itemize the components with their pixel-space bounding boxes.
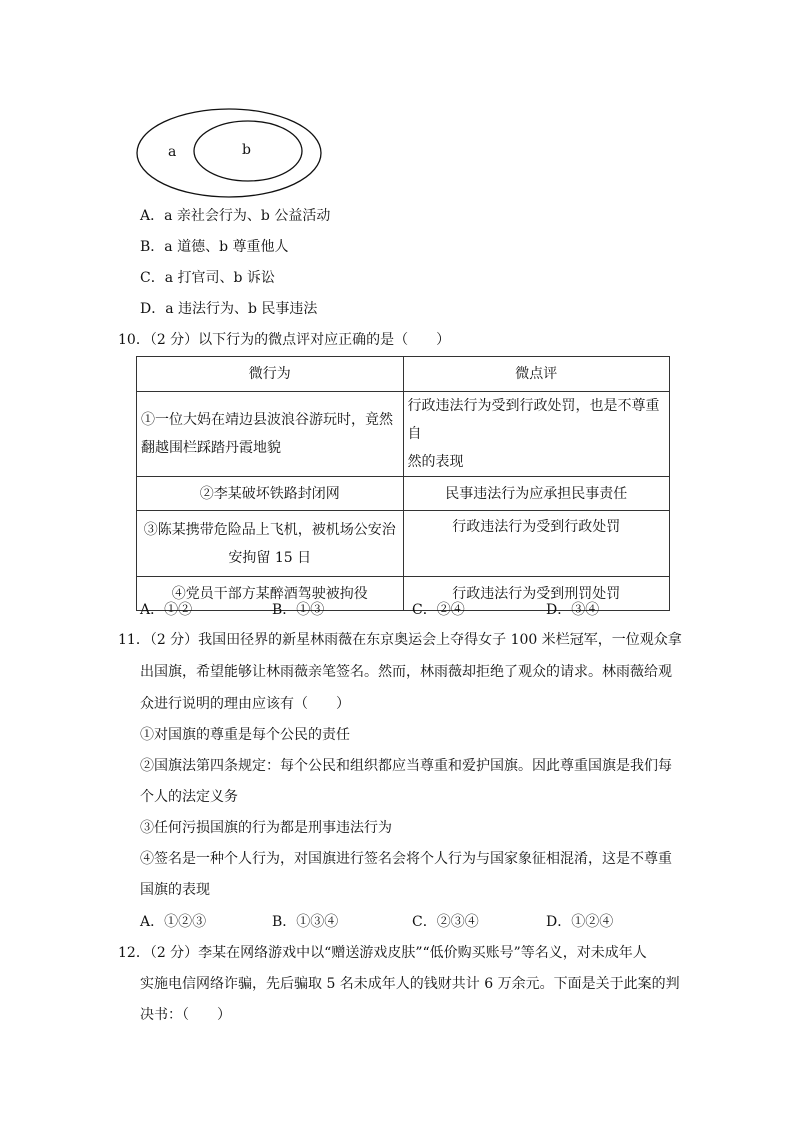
q11-statement-3: ③任何污损国旗的行为都是刑事违法行为: [140, 820, 392, 836]
table-header-action: 微行为: [137, 357, 404, 392]
cell-text-line: 民事违法行为应承担民事责任: [445, 485, 628, 502]
outer-ellipse-label: a: [168, 144, 177, 160]
q12-stem-line: 决书：（ ）: [140, 1007, 231, 1023]
table-row: [137, 477, 670, 511]
q10-stem: 10．（2 分）以下行为的微点评对应正确的是（ ）: [118, 332, 451, 348]
q10-option-c: C．②④: [412, 602, 465, 618]
table-row: [137, 511, 670, 577]
q11-stem-line: 出国旗，希望能够让林雨薇亲笔签名。然而，林雨薇却拒绝了观众的请求。林雨薇给观: [140, 664, 672, 680]
inner-ellipse-label: b: [242, 142, 251, 158]
table-cell-comment: [403, 392, 670, 477]
cell-text-line: 行政违法行为受到行政处罚: [452, 519, 621, 535]
table-cell-action: [137, 477, 404, 511]
table-cell-action: [137, 511, 404, 577]
q12-stem-line: 12．（2 分）李某在网络游戏中以“赠送游戏皮肤”“低价购买账号”等名义，对未成年人: [118, 945, 647, 961]
q9-option-a: A．a 亲社会行为、b 公益活动: [140, 208, 331, 224]
cell-text-line: 然的表现: [407, 454, 464, 470]
q10-option-d: D．③④: [546, 602, 600, 618]
nested-ellipses-figure: [136, 108, 326, 200]
cell-text-line: 安拘留 15 日: [228, 549, 312, 566]
table-cell-comment: [403, 511, 670, 577]
table-cell-action: [137, 392, 404, 477]
cell-text-line: ②李某破坏铁路封闭网: [199, 485, 340, 502]
q10-option-a: A．①②: [140, 602, 193, 618]
q11-option-c: C．②③④: [412, 914, 479, 930]
q11-option-d: D．①②④: [546, 914, 614, 930]
q11-stem-line: 11．（2 分）我国田径界的新星林雨薇在东京奥运会上夺得女子 100 米栏冠军，一位观众拿: [118, 632, 682, 648]
cell-text-line: 行政违法行为受到刑罚处罚: [452, 585, 621, 602]
cell-text-line: ③陈某携带危险品上飞机，被机场公安治: [143, 521, 396, 538]
cell-text-line: 行政违法行为受到行政处罚，也是不尊重自: [407, 398, 660, 442]
cell-text-line: ④党员干部方某醉酒驾驶被拘役: [171, 585, 368, 602]
q9-option-b: B．a 道德、b 尊重他人: [140, 239, 289, 255]
cell-text-line: 翻越围栏踩踏丹霞地貌: [141, 440, 281, 456]
table-cell-comment: [403, 477, 670, 511]
table-header-comment: 微点评: [403, 357, 670, 392]
q10-option-b: B．①③: [272, 602, 325, 618]
q12-stem-line: 实施电信网络诈骗，先后骗取 5 名未成年人的钱财共计 6 万余元。下面是关于此案的判: [140, 976, 680, 992]
q11-statement-1: ①对国旗的尊重是每个公民的责任: [140, 727, 350, 743]
q11-stem-line: 众进行说明的理由应该有（ ）: [140, 696, 350, 712]
venn-diagram: [136, 108, 326, 200]
q11-option-b: B．①③④: [272, 914, 339, 930]
q9-option-d: D．a 违法行为、b 民事违法: [140, 301, 318, 317]
table-row: [137, 392, 670, 477]
cell-text-line: ①一位大妈在靖边县波浪谷游玩时，竟然: [141, 412, 393, 428]
q11-statement-2-cont: 个人的法定义务: [140, 789, 238, 805]
q11-statement-4: ④签名是一种个人行为，对国旗进行签名会将个人行为与国家象征相混淆，这是不尊重: [140, 851, 672, 867]
q9-option-c: C．a 打官司、b 诉讼: [140, 270, 275, 286]
table-header-row: [137, 357, 670, 392]
q11-statement-2: ②国旗法第四条规定：每个公民和组织都应当尊重和爱护国旗。因此尊重国旗是我们每: [140, 758, 672, 774]
q11-option-a: A．①②③: [140, 914, 207, 930]
q10-table: [136, 356, 670, 611]
q11-statement-4-cont: 国旗的表现: [140, 882, 210, 898]
